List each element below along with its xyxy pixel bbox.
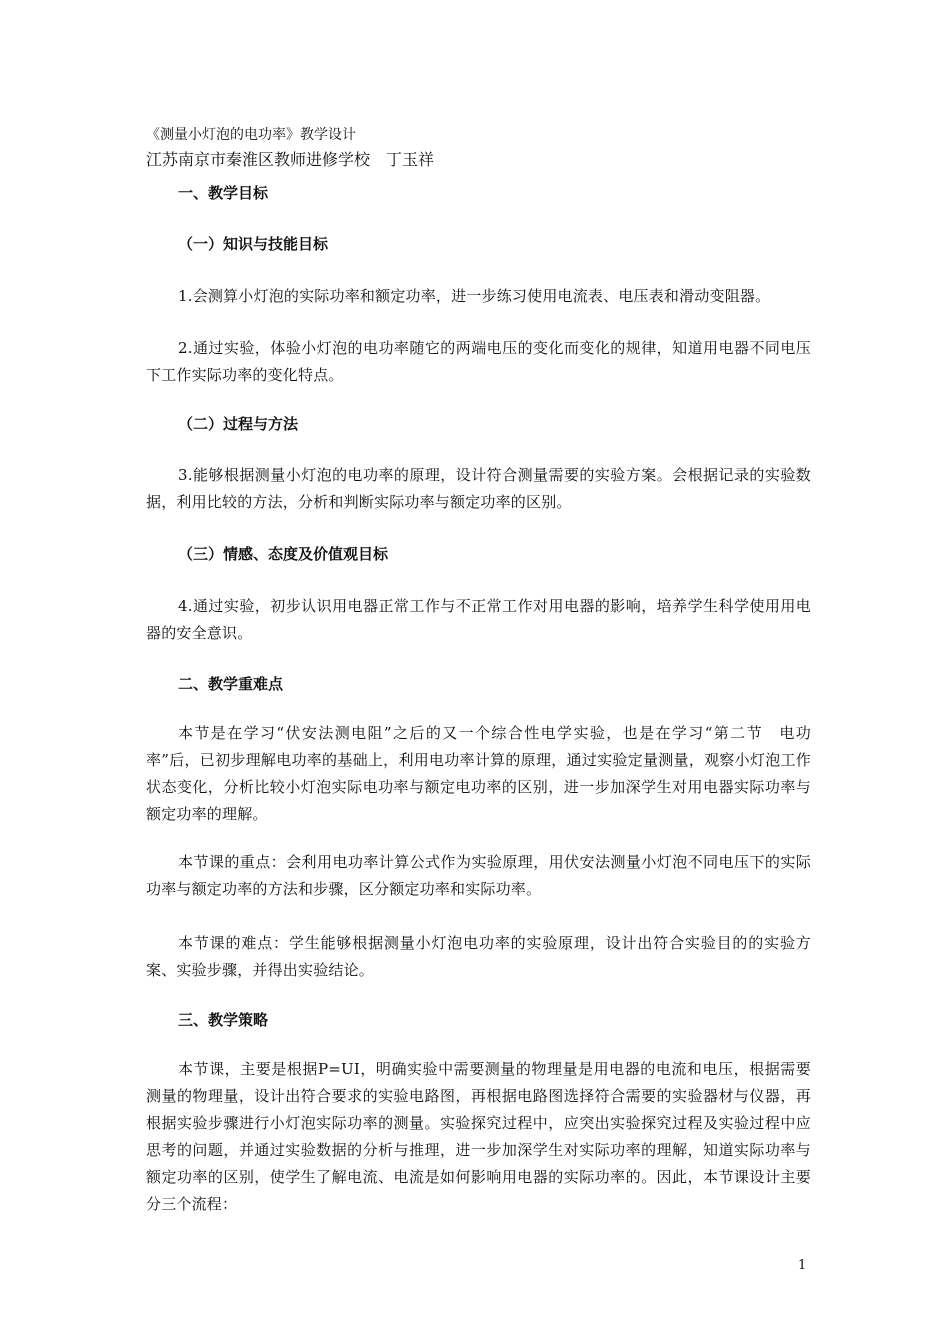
heading-teaching-goals: 一、教学目标 (178, 184, 269, 202)
key-intro-paragraph: 本节是在学习“伏安法测电阻”之后的又一个综合性电学实验，也是在学习“第二节 电功率”后，已初步理解电功率的基础上，利用电功率计算的原理，通过实验定量测量，观察小灯泡工作状态变化，分析比较小灯泡实际电功率与额定电功率的区别，进一步加深学生对用电器实际功率与额定功率的理解。 (146, 724, 811, 823)
page-number: 1 (798, 1258, 807, 1273)
difficulty-paragraph: 本节课的难点：学生能够根据测量小灯泡电功率的实验原理，设计出符合实验目的的实验方案、实验步骤，并得出实验结论。 (146, 934, 811, 979)
goal-3-paragraph: 3.能够根据测量小灯泡的电功率的原理，设计符合测量需要的实验方案。会根据记录的实验数据，利用比较的方法，分析和判断实际功率与额定功率的区别。 (146, 466, 811, 511)
strategy-paragraph: 本节课，主要是根据P=UI，明确实验中需要测量的物理量是用电器的电流和电压，根据需要测量的物理量，设计出符合要求的实验电路图，再根据电路图选择符合需要的实验器材与仪器，再根据实验步骤进行小灯泡实际功率的测量。实验探究过程中，应突出实验探究过程及实验过程中应思考的问题，并通过实验数据的分析与推理，进一步加深学生对实际功率的理解，知道实际功率与额定功率的区别，使学生了解电流、电流是如何影响用电器的实际功率的。因此，本节课设计主要分三个流程： (146, 1060, 811, 1213)
goal-1-paragraph: 1.会测算小灯泡的实际功率和额定功率，进一步练习使用电流表、电压表和滑动变阻器。 (178, 287, 771, 305)
document-title: 《测量小灯泡的电功率》教学设计 (146, 127, 356, 143)
goal-2-paragraph: 2.通过实验，体验小灯泡的电功率随它的两端电压的变化而变化的规律，知道用电器不同电压下工作实际功率的变化特点。 (146, 339, 811, 384)
goal-4-paragraph: 4.通过实验，初步认识用电器正常工作与不正常工作对用电器的影响，培养学生科学使用用电器的安全意识。 (146, 597, 811, 642)
subheading-knowledge-skills: （一）知识与技能目标 (178, 235, 329, 253)
subheading-emotion-values: （三）情感、态度及价值观目标 (178, 545, 389, 563)
heading-teaching-strategy: 三、教学策略 (178, 1011, 269, 1029)
subheading-process-method: （二）过程与方法 (178, 415, 299, 433)
author-line: 江苏南京市秦淮区教师进修学校 丁玉祥 (146, 150, 435, 169)
heading-key-difficult-points: 二、教学重难点 (178, 675, 284, 693)
key-point-paragraph: 本节课的重点：会利用电功率计算公式作为实验原理，用伏安法测量小灯泡不同电压下的实际功率与额定功率的方法和步骤，区分额定功率和实际功率。 (146, 853, 811, 898)
